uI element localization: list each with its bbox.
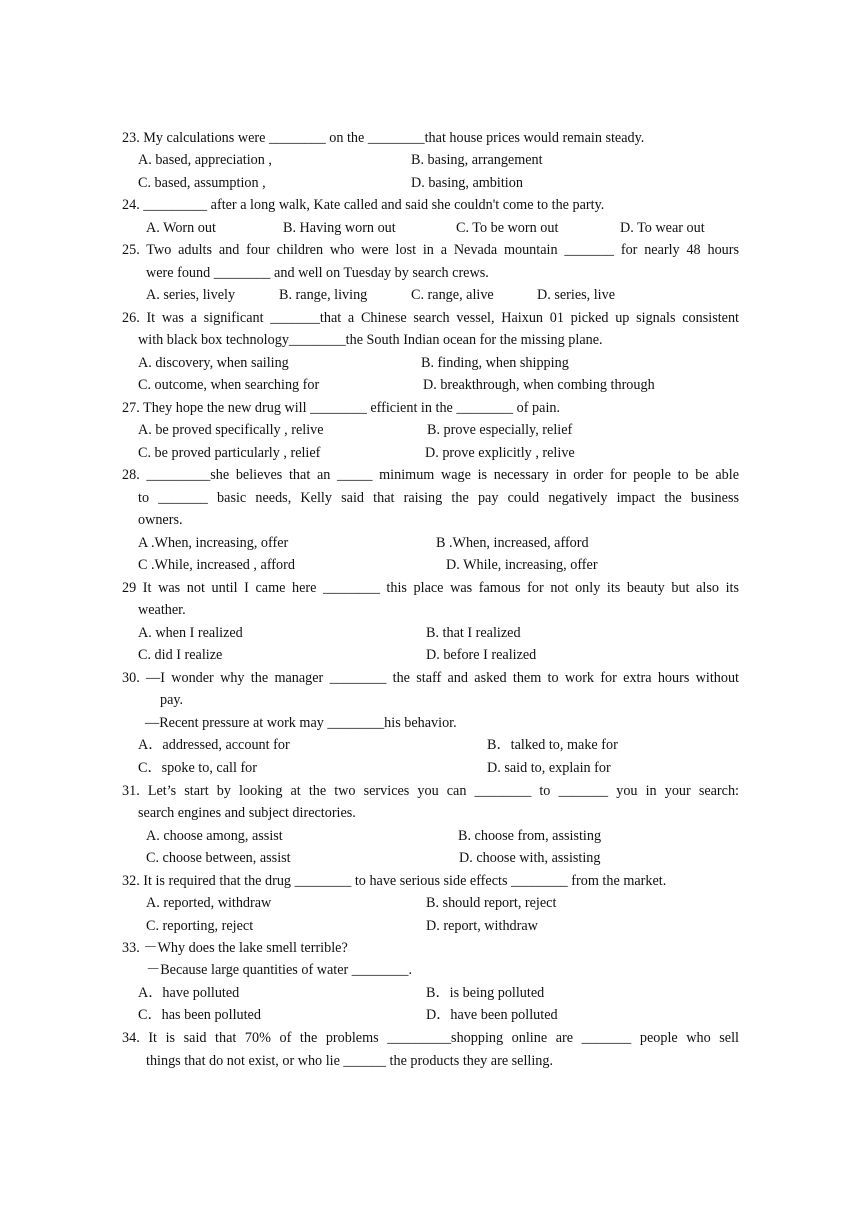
option-32a: A. reported, withdraw bbox=[146, 895, 272, 911]
option-23a: A. based, appreciation , bbox=[138, 152, 272, 168]
option-31b: B. choose from, assisting bbox=[458, 828, 602, 844]
question-28-line-3: owners. bbox=[138, 512, 183, 528]
option-27d: D. prove explicitly , relive bbox=[425, 445, 575, 461]
option-26b: B. finding, when shipping bbox=[421, 355, 569, 371]
option-26d: D. breakthrough, when combing through bbox=[423, 377, 655, 393]
question-25-line-1: 25. Two adults and four children who were lost in a Nevada mountain _______ for nearly 48 hours bbox=[122, 242, 739, 258]
option-24d: D. To wear out bbox=[620, 220, 705, 236]
option-27b: B. prove especially, relief bbox=[427, 422, 573, 438]
option-29c: C. did I realize bbox=[138, 647, 223, 663]
question-30-line-1: 30. —I wonder why the manager ________ the staff and asked them to work for extra hours without bbox=[122, 670, 739, 686]
option-31a: A. choose among, assist bbox=[146, 828, 283, 844]
option-26c: C. outcome, when searching for bbox=[138, 377, 320, 393]
option-25d: D. series, live bbox=[537, 287, 616, 303]
option-28d: D. While, increasing, offer bbox=[446, 557, 598, 573]
question-30-line-3: —Recent pressure at work may ________his behavior. bbox=[145, 715, 457, 731]
option-32b: B. should report, reject bbox=[426, 895, 557, 911]
question-29-line-1: 29 It was not until I came here ________ this place was famous for not only its beauty but also its bbox=[122, 580, 739, 596]
option-24b: B. Having worn out bbox=[283, 220, 396, 236]
option-26a: A. discovery, when sailing bbox=[138, 355, 289, 371]
option-27a: A. be proved specifically , relive bbox=[138, 422, 324, 438]
option-28a: A .When, increasing, offer bbox=[138, 535, 289, 551]
option-23d: D. basing, ambition bbox=[411, 175, 523, 191]
question-34-line-1: 34. It is said that 70% of the problems _________shopping online are _______ people who sell bbox=[122, 1030, 739, 1046]
option-32c: C. reporting, reject bbox=[146, 918, 254, 934]
question-28-line-1: 28. _________she believes that an _____ minimum wage is necessary in order for people to be able bbox=[122, 467, 739, 483]
option-33a: A．have polluted bbox=[138, 985, 240, 1001]
option-28c: C .While, increased , afford bbox=[138, 557, 295, 573]
question-25-line-2: were found ________ and well on Tuesday by search crews. bbox=[146, 265, 489, 281]
option-30d: D. said to, explain for bbox=[487, 760, 611, 776]
option-30a: A．addressed, account for bbox=[138, 737, 290, 753]
option-30b: B．talked to, make for bbox=[487, 737, 618, 753]
option-24c: C. To be worn out bbox=[456, 220, 559, 236]
option-24a: A. Worn out bbox=[146, 220, 216, 236]
question-23: 23. My calculations were ________ on the ________that house prices would remain steady. bbox=[122, 130, 645, 146]
question-30-line-2: pay. bbox=[160, 692, 184, 708]
option-28b: B .When, increased, afford bbox=[436, 535, 589, 551]
option-29d: D. before I realized bbox=[426, 647, 537, 663]
option-25c: C. range, alive bbox=[411, 287, 494, 303]
option-25b: B. range, living bbox=[279, 287, 368, 303]
option-33c: C．has been polluted bbox=[138, 1007, 261, 1023]
option-29a: A. when I realized bbox=[138, 625, 243, 641]
option-30c: C．spoke to, call for bbox=[138, 760, 257, 776]
question-26-line-2: with black box technology________the South Indian ocean for the missing plane. bbox=[138, 332, 603, 348]
question-28-line-2: to _______ basic needs, Kelly said that raising the pay could negatively impact the business bbox=[138, 490, 739, 506]
question-31-line-1: 31. Let’s start by looking at the two services you can ________ to _______ you in your search: bbox=[122, 783, 739, 799]
option-29b: B. that I realized bbox=[426, 625, 521, 641]
question-29-line-2: weather. bbox=[138, 602, 186, 618]
option-27c: C. be proved particularly , relief bbox=[138, 445, 321, 461]
question-33-line-2: －Because large quantities of water ________. bbox=[146, 962, 413, 978]
question-26-line-1: 26. It was a significant _______that a Chinese search vessel, Haixun 01 picked up signals consistent bbox=[122, 310, 739, 326]
question-31-line-2: search engines and subject directories. bbox=[138, 805, 356, 821]
option-31d: D. choose with, assisting bbox=[459, 850, 601, 866]
option-23b: B. basing, arrangement bbox=[411, 152, 543, 168]
option-32d: D. report, withdraw bbox=[426, 918, 538, 934]
option-31c: C. choose between, assist bbox=[146, 850, 291, 866]
option-25a: A. series, lively bbox=[146, 287, 236, 303]
option-23c: C. based, assumption , bbox=[138, 175, 266, 191]
question-33-line-1: 33. －Why does the lake smell terrible? bbox=[122, 940, 348, 956]
question-32: 32. It is required that the drug ________ to have serious side effects ________ from the market. bbox=[122, 873, 667, 889]
question-27: 27. They hope the new drug will ________ efficient in the ________ of pain. bbox=[122, 400, 561, 416]
question-34-line-2: things that do not exist, or who lie ______ the products they are selling. bbox=[146, 1053, 554, 1069]
question-24: 24. _________ after a long walk, Kate called and said she couldn't come to the party. bbox=[122, 197, 605, 213]
option-33d: D．have been polluted bbox=[426, 1007, 558, 1023]
option-33b: B．is being polluted bbox=[426, 985, 545, 1001]
